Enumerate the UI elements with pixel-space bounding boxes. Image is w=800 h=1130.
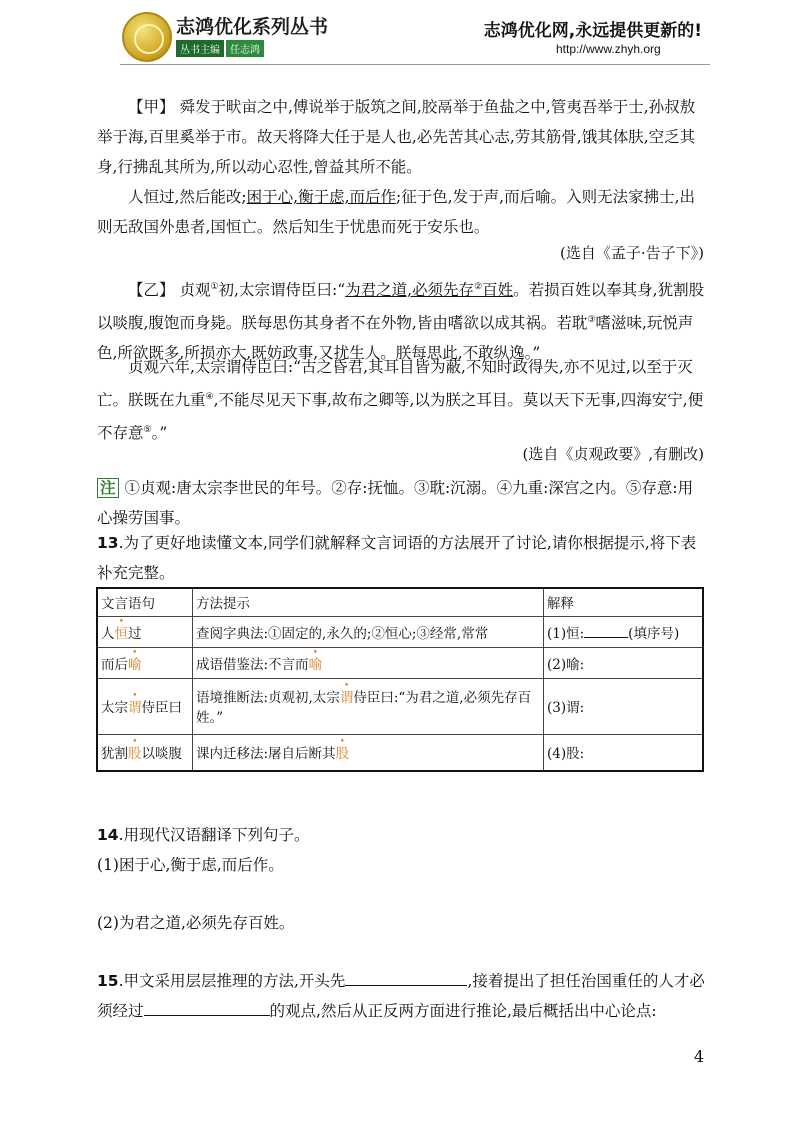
answer-blank[interactable] bbox=[584, 637, 628, 638]
passage-jia-p1: 【甲】 舜发于畎亩之中,傅说举于版筑之间,胶鬲举于鱼盐之中,管夷吾举于士,孙叔敖举于海,百里奚举于市。故天将降大任于是人也,必先苦其心志,劳其筋骨,饿其体肤,空乏其身,行拂乱其所为,所以动心忍性,曾益其所不能。 bbox=[97, 98, 696, 176]
passage-jia-source: (选自《孟子·告子下》) bbox=[560, 244, 704, 262]
passage-yi-p2: 贞观六年,太宗谓侍臣曰:“古之昏君,其耳目皆为蔽,不知时政得失,亦不见过,以至于灭亡。朕既在九重④,不能尽见天下事,故布之卿等,以为朕之耳目。莫以天下无事,四海安宁,便不存意⑤。” bbox=[97, 358, 704, 443]
editor-name: 任志鸿 bbox=[226, 40, 264, 57]
answer-cell[interactable]: (3)谓: bbox=[544, 678, 704, 734]
table-cell: 犹割股以啖腹 bbox=[97, 734, 193, 771]
table-cell: 人恒过 bbox=[97, 616, 193, 647]
q14-sentence-2: (2)为君之道,必须先存百姓。 bbox=[97, 914, 295, 932]
table-cell: 而后喻 bbox=[97, 647, 193, 678]
passage-yi-label: 【乙】 bbox=[128, 281, 175, 300]
note-label: 注 bbox=[97, 478, 119, 498]
answer-cell[interactable]: (1)恒: (填序号) bbox=[544, 616, 704, 647]
table-cell: 课内迁移法:屠自后断其股 bbox=[193, 734, 544, 771]
question-15: 15.甲文采用层层推理的方法,开头先 ,接着提出了担任治国重任的人才必须经过 的观点,然后从正反两方面进行推论,最后概括出中心论点: bbox=[97, 972, 705, 1020]
table-cell: 语境推断法:贞观初,太宗谓侍臣曰:“为君之道,必须先存百姓。” bbox=[193, 678, 544, 734]
passage-jia-p2: 人恒过,然后能改;困于心,衡于虑,而后作;征于色,发于声,而后喻。入则无法家拂士,出则无敌国外患者,国恒亡。然后知生于忧患而死于安乐也。 bbox=[97, 188, 696, 236]
passage-yi-p1: 【乙】 贞观①初,太宗谓侍臣曰:“为君之道,必须先存②百姓。若损百姓以奉其身,犹割股以啖腹,腹饱而身毙。朕每思伤其身者不在外物,皆由嗜欲以成其祸。若耽③嗜滋味,玩悦声色,所欲既多,所损亦大,既妨政事,又扰生人。朕每思此,不敢纵逸。” bbox=[97, 281, 705, 363]
q14-sentence-1: (1)困于心,衡于虑,而后作。 bbox=[97, 856, 284, 874]
table-header: 解释 bbox=[544, 588, 704, 616]
table-row bbox=[97, 734, 703, 771]
answer-blank[interactable] bbox=[144, 1015, 270, 1016]
table-header: 文言语句 bbox=[97, 588, 193, 616]
table-cell: 太宗谓侍臣曰 bbox=[97, 678, 193, 734]
table-row bbox=[97, 647, 703, 678]
answer-cell[interactable]: (2)喻: bbox=[544, 647, 704, 678]
notes-text: ①贞观:唐太宗李世民的年号。②存:抚恤。③耽:沉溺。④九重:深宫之内。⑤存意:用心操劳国事。 bbox=[97, 479, 694, 527]
series-logo-icon bbox=[122, 12, 172, 62]
table-cell: 查阅字典法:①固定的,永久的;②恒心;③经常,常常 bbox=[193, 616, 544, 647]
page-header bbox=[0, 0, 800, 70]
site-url[interactable]: http://www.zhyh.org bbox=[556, 42, 661, 56]
site-slogan: 志鸿优化网,永远提供更新的! bbox=[483, 21, 702, 41]
page-number: 4 bbox=[693, 1047, 704, 1066]
header-divider bbox=[120, 64, 710, 65]
question-13: 13.为了更好地读懂文本,同学们就解释文言词语的方法展开了讨论,请你根据提示,将下表补充完整。 bbox=[97, 534, 697, 582]
passage-jia-label: 【甲】 bbox=[128, 98, 175, 116]
question-14: 14.用现代汉语翻译下列句子。 bbox=[97, 826, 310, 844]
table-header-row bbox=[97, 588, 703, 616]
notes bbox=[97, 473, 705, 533]
passage-yi-source: (选自《贞观政要》,有删改) bbox=[522, 445, 704, 463]
table-cell: 成语借鉴法:不言而喻 bbox=[193, 647, 544, 678]
answer-cell[interactable]: (4)股: bbox=[544, 734, 704, 771]
series-title: 志鸿优化系列丛书 bbox=[176, 16, 329, 38]
table-row bbox=[97, 678, 703, 734]
q13-table bbox=[96, 587, 704, 772]
editor-row bbox=[176, 40, 264, 57]
underlined-sentence-2: 为君之道,必须先存②百姓 bbox=[345, 281, 514, 300]
editor-tag: 丛书主编 bbox=[176, 40, 224, 57]
table-header: 方法提示 bbox=[193, 588, 544, 616]
table-row bbox=[97, 616, 703, 647]
answer-blank[interactable] bbox=[345, 985, 467, 986]
underlined-sentence-1: 困于心,衡于虑,而后作 bbox=[246, 188, 397, 206]
